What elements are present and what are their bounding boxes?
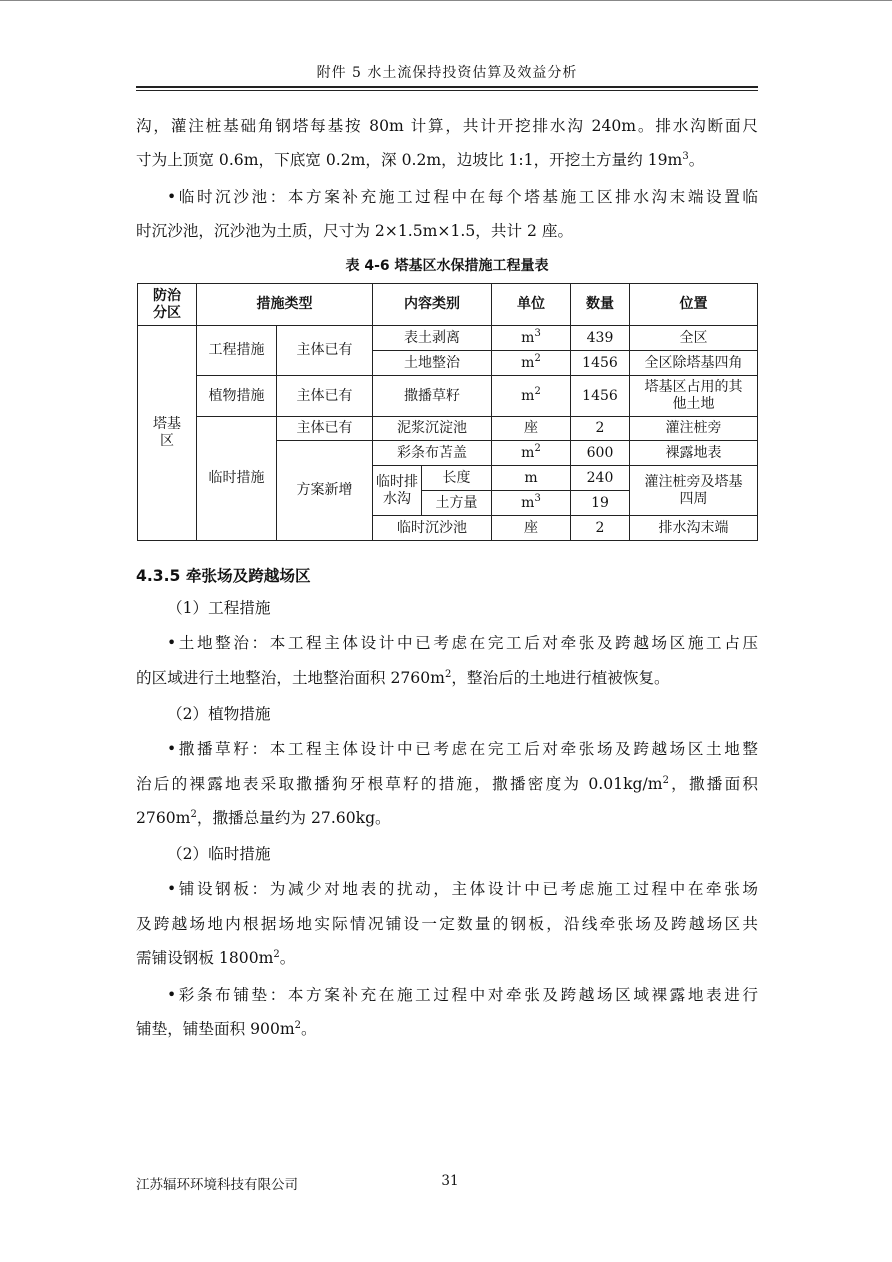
content-cell: 彩条布苫盖	[373, 441, 492, 466]
para3-line-2: 及跨越场地内根据场地实际情况铺设一定数量的钢板，沿线牵张场及跨越场区共	[136, 915, 758, 933]
unit-cell: 座	[492, 417, 571, 441]
qty-cell: 240	[571, 466, 630, 491]
subheading-vegetation: （2）植物措施	[167, 705, 271, 723]
subgroup-new: 方案新增	[277, 441, 373, 541]
qty-cell: 2	[571, 417, 630, 441]
qty-cell: 1456	[571, 376, 630, 417]
content-cell: 泥浆沉淀池	[373, 417, 492, 441]
content-cell: 撒播草籽	[373, 376, 492, 417]
footer-company: 江苏辐环环境科技有限公司	[136, 1177, 298, 1193]
content-cell: 表土剥离	[373, 326, 492, 351]
intro-line-3: •临时沉沙池：本方案补充施工过程中在每个塔基施工区排水沟末端设置临	[167, 188, 758, 206]
group-temporary: 临时措施	[197, 417, 277, 541]
para2-line-1: •撒播草籽：本工程主体设计中已考虑在完工后对牵张场及跨越场区土地整	[167, 740, 758, 758]
ditch-cell: 临时排 水沟	[373, 466, 422, 516]
table-row	[138, 376, 758, 417]
subgroup-existing: 主体已有	[277, 326, 373, 376]
para4-line-2: 铺垫，铺垫面积 $900m^2$。	[136, 1020, 317, 1038]
zone-cell: 塔基 区	[138, 326, 197, 541]
section-title: 4.3.5 牵张场及跨越场区	[136, 567, 311, 585]
group-vegetation: 植物措施	[197, 376, 277, 417]
location-cell: 灌注桩旁及塔基 四周	[630, 466, 758, 516]
location-cell: 全区除塔基四角	[630, 351, 758, 376]
group-engineering: 工程措施	[197, 326, 277, 376]
header-content: 内容类别	[373, 284, 492, 326]
qty-cell: 1456	[571, 351, 630, 376]
subheading-temporary: （2）临时措施	[167, 845, 271, 863]
unit-cell: 座	[492, 516, 571, 541]
para2-line-2: 治后的裸露地表采取撒播狗牙根草籽的措施，撒播密度为 $0.01kg/m^2$，撒播面积	[136, 775, 758, 793]
header-zone: 防治 分区	[138, 284, 197, 326]
location-cell: 塔基区占用的其 他土地	[630, 376, 758, 417]
qty-cell: 600	[571, 441, 630, 466]
para1-line-1: •土地整治：本工程主体设计中已考虑在完工后对牵张及跨越场区施工占压	[167, 634, 758, 652]
location-cell: 全区	[630, 326, 758, 351]
location-cell: 灌注桩旁	[630, 417, 758, 441]
para4-line-1: •彩条布铺垫：本方案补充在施工过程中对牵张及跨越场区域裸露地表进行	[167, 986, 758, 1004]
table-row	[138, 326, 758, 351]
intro-line-2: 寸为上顶宽 0.6m，下底宽 0.2m，深 0.2m，边坡比 1:1，开挖土方量约 $19m^3$。	[136, 151, 705, 169]
table-row	[138, 417, 758, 441]
page-header: 附件 5 水土流保持投资估算及效益分析	[316, 65, 578, 81]
subgroup-existing: 主体已有	[277, 376, 373, 417]
qty-cell: 2	[571, 516, 630, 541]
unit-cell: m	[492, 466, 571, 491]
subgroup-existing: 主体已有	[277, 417, 373, 441]
para3-line-1: •铺设钢板：为减少对地表的扰动，主体设计中已考虑施工过程中在牵张场	[167, 880, 758, 898]
qty-cell: 19	[571, 491, 630, 516]
header-rule-thin	[136, 90, 758, 91]
para2-line-3: $2760m^2$，撒播总量约为 27.60kg。	[136, 809, 391, 827]
unit-cell: $m^3$	[492, 491, 571, 516]
content-cell: 土地整治	[373, 351, 492, 376]
para1-line-2: 的区域进行土地整治，土地整治面积 $2760m^2$，整治后的土地进行植被恢复。	[136, 669, 670, 687]
unit-cell: $m^2$	[492, 441, 571, 466]
header-location: 位置	[630, 284, 758, 326]
intro-line-1: 沟，灌注桩基础角钢塔每基按 80m 计算，共计开挖排水沟 240m。排水沟断面尺	[136, 117, 758, 135]
table-header-row	[138, 284, 758, 326]
content-cell: 土方量	[422, 491, 492, 516]
unit-cell: $m^2$	[492, 376, 571, 417]
qty-cell: 439	[571, 326, 630, 351]
measures-table	[137, 283, 758, 541]
unit-cell: $m^3$	[492, 326, 571, 351]
header-rule	[136, 86, 758, 88]
para3-line-3: 需铺设钢板 $1800m^2$。	[136, 949, 296, 967]
location-cell: 裸露地表	[630, 441, 758, 466]
page-number: 31	[441, 1173, 459, 1189]
page-top-border	[0, 0, 892, 1]
header-type: 措施类型	[197, 284, 373, 326]
content-cell: 临时沉沙池	[373, 516, 492, 541]
header-unit: 单位	[492, 284, 571, 326]
location-cell: 排水沟末端	[630, 516, 758, 541]
table-caption: 表 4-6 塔基区水保措施工程量表	[345, 258, 549, 274]
subheading-engineering: （1）工程措施	[167, 599, 271, 617]
intro-line-4: 时沉沙池，沉沙池为土质，尺寸为 2×1.5m×1.5，共计 2 座。	[136, 222, 574, 240]
unit-cell: $m^2$	[492, 351, 571, 376]
content-cell: 长度	[422, 466, 492, 491]
header-qty: 数量	[571, 284, 630, 326]
